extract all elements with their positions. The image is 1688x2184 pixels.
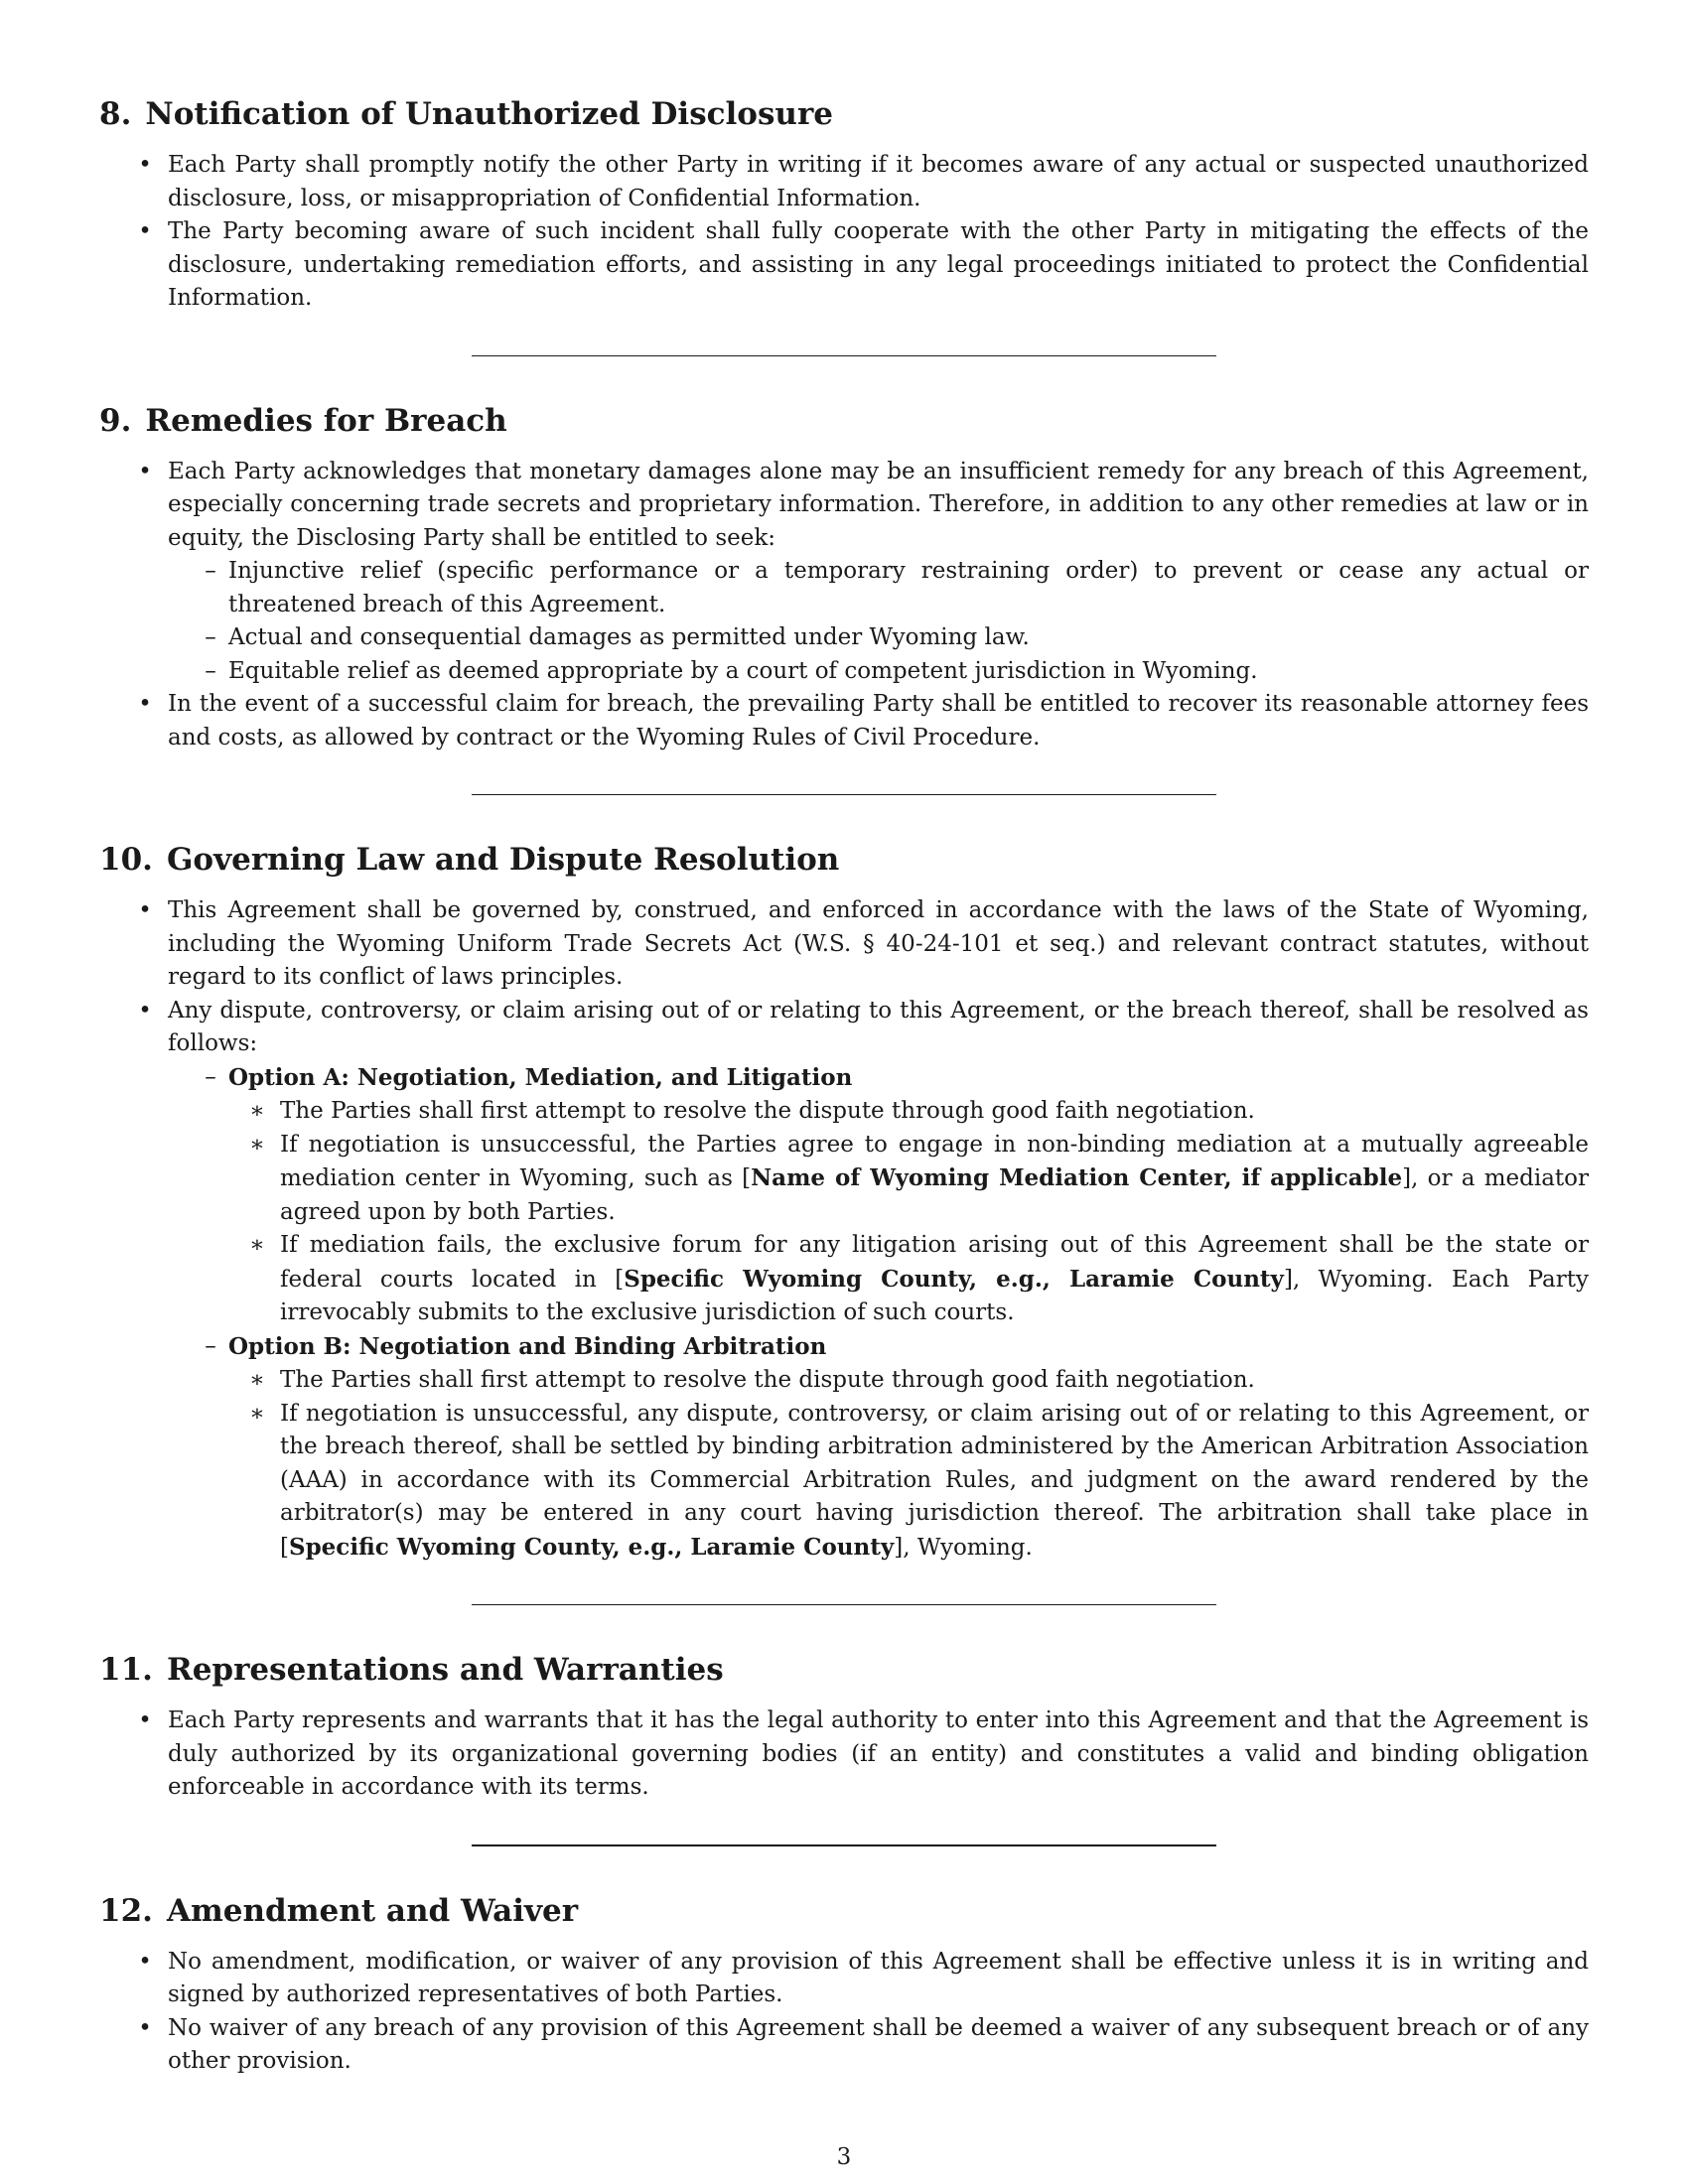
option-a <box>168 1061 1589 1330</box>
list-item <box>99 995 1589 1566</box>
bullet-marker: • <box>138 1948 152 1975</box>
option-item-text-pre: If negotiation is unsuccessful, the Parties agree to engage in non-binding mediation at a mutually agreeable mediation center in Wyoming, such as [ <box>280 1131 1589 1191</box>
option-item <box>228 1398 1589 1566</box>
option-a-items <box>228 1095 1589 1330</box>
list-item-text: The Party becoming aware of such incident shall fully cooperate with the other Party in mitigating the effects of the disclosure, undertaking remediation efforts, and assisting in any legal proceedings initiated to protect the Confidential Information. <box>168 218 1589 311</box>
option-item <box>228 1095 1589 1129</box>
list-item <box>99 456 1589 689</box>
bullet-list <box>99 894 1589 1565</box>
section-heading <box>99 1891 1589 1931</box>
section-heading <box>99 840 1589 880</box>
option-item <box>228 1364 1589 1398</box>
star-marker: ∗ <box>249 1400 265 1427</box>
option-item <box>228 1229 1589 1330</box>
section-heading <box>99 1650 1589 1690</box>
bullet-marker: • <box>138 2014 152 2041</box>
bullet-marker: • <box>138 691 152 717</box>
star-marker: ∗ <box>249 1232 265 1258</box>
bullet-list <box>99 456 1589 755</box>
dash-marker: – <box>205 1063 216 1090</box>
list-item <box>99 688 1589 754</box>
list-item <box>99 149 1589 215</box>
bullet-marker: • <box>138 997 152 1024</box>
bullet-marker: • <box>138 152 152 178</box>
option-list <box>168 1061 1589 1566</box>
list-item <box>99 1946 1589 2012</box>
list-item-text: Each Party acknowledges that monetary damages alone may be an insufficient remedy for any breach of this Agreement, especially concerning trade secrets and proprietary information. Therefore, in addition to any other remedies at law or in equity, the Disclosing Party shall be entitled to seek: <box>168 458 1589 551</box>
option-item-text-post: ], Wyoming. Each Party irrevocably submits to the exclusive jurisdiction of such courts. <box>280 1266 1589 1325</box>
section-divider <box>472 794 1216 795</box>
bullet-marker: • <box>138 897 152 923</box>
bullet-marker: • <box>138 1707 152 1733</box>
list-item-text: In the event of a successful claim for breach, the prevailing Party shall be entitled to recover its reasonable attorney fees and costs, as allowed by contract or the Wyoming Rules of Civil Procedure. <box>168 691 1589 751</box>
list-item-text: Each Party shall promptly notify the other Party in writing if it becomes aware of any actual or suspected unauthorized disclosure, loss, or misappropriation of Confidential Information. <box>168 152 1589 211</box>
option-b <box>168 1330 1589 1566</box>
section-number: 9. <box>99 402 132 439</box>
section-12 <box>99 1891 1589 2079</box>
option-b-items <box>228 1364 1589 1565</box>
bullet-marker: • <box>138 218 152 244</box>
sub-list-item-text: Injunctive relief (specific performance or a temporary restraining order) to prevent or cease any actual or threatened breach of this Agreement. <box>228 558 1589 617</box>
sub-list-item <box>168 621 1589 655</box>
sub-list-item-text: Equitable relief as deemed appropriate by a court of competent jurisdiction in Wyoming. <box>228 657 1258 684</box>
option-item-text-pre: If mediation fails, the exclusive forum for any litigation arising out of this Agreement shall be the state or federal courts located in [ <box>280 1232 1589 1293</box>
placeholder-county: Specific Wyoming County, e.g., Laramie County <box>288 1533 895 1561</box>
section-divider <box>472 1844 1216 1846</box>
section-number: 11. <box>99 1652 153 1688</box>
bullet-list <box>99 149 1589 316</box>
section-number: 10. <box>99 842 153 878</box>
section-heading <box>99 401 1589 441</box>
list-item-text: No waiver of any breach of any provision of this Agreement shall be deemed a waiver of any subsequent breach or of any other provision. <box>168 2014 1589 2074</box>
page-number: 3 <box>836 2144 852 2170</box>
list-item <box>99 215 1589 316</box>
option-a-title: Option A: Negotiation, Mediation, and Litigation <box>228 1063 853 1091</box>
sub-list <box>168 555 1589 688</box>
option-item-text-pre: If negotiation is unsuccessful, any dispute, controversy, or claim arising out of or relating to this Agreement, or the breach thereof, shall be settled by binding arbitration administered by the American Arbitration Association (AAA) in accordance with its Commercial Arbitration Rules, and judgment on the award rendered by the arbitrator(s) may be entered in any court having jurisdiction thereof. The arbitration shall take place in [ <box>280 1400 1589 1561</box>
star-marker: ∗ <box>249 1098 265 1124</box>
placeholder-county: Specific Wyoming County, e.g., Laramie County <box>624 1265 1284 1293</box>
placeholder-mediation-center: Name of Wyoming Mediation Center, if applicable <box>751 1164 1403 1191</box>
section-number: 12. <box>99 1892 153 1929</box>
bullet-marker: • <box>138 458 152 484</box>
star-marker: ∗ <box>249 1367 265 1393</box>
bullet-list <box>99 1946 1589 2079</box>
bullet-list <box>99 1705 1589 1805</box>
option-b-title: Option B: Negotiation and Binding Arbitration <box>228 1332 827 1360</box>
section-9 <box>99 401 1589 755</box>
list-item <box>99 894 1589 995</box>
section-title: Representations and Warranties <box>166 1652 724 1688</box>
list-item-text: Each Party represents and warrants that it has the legal authority to enter into this Agreement and that the Agreement is duly authorized by its organizational governing bodies (if an entity) and constitutes a valid and binding obligation enforceable in accordance with its terms. <box>168 1707 1589 1800</box>
sub-list-item-text: Actual and consequential damages as permitted under Wyoming law. <box>228 624 1030 650</box>
section-divider <box>472 1604 1216 1605</box>
list-item-text: No amendment, modification, or waiver of any provision of this Agreement shall be effective unless it is in writing and signed by authorized representatives of both Parties. <box>168 1948 1589 2007</box>
option-item-text-post: ], Wyoming. <box>894 1534 1033 1561</box>
dash-marker: – <box>205 1332 216 1359</box>
list-item-text: Any dispute, controversy, or claim arising out of or relating to this Agreement, or the breach thereof, shall be resolved as follows: <box>168 997 1589 1056</box>
option-item-text-post: ], or a mediator agreed upon by both Parties. <box>280 1165 1589 1225</box>
document-page <box>99 94 1589 2079</box>
option-item-text: The Parties shall first attempt to resolve the dispute through good faith negotiation. <box>280 1098 1255 1124</box>
section-title: Remedies for Breach <box>145 402 507 439</box>
dash-marker: – <box>205 657 216 684</box>
option-item <box>228 1129 1589 1230</box>
dash-marker: – <box>205 558 216 584</box>
section-8 <box>99 94 1589 316</box>
list-item <box>99 2012 1589 2079</box>
section-divider <box>472 355 1216 356</box>
section-number: 8. <box>99 96 132 132</box>
section-heading <box>99 94 1589 134</box>
option-item-text: The Parties shall first attempt to resolve the dispute through good faith negotiation. <box>280 1367 1255 1393</box>
section-title: Notification of Unauthorized Disclosure <box>145 96 834 132</box>
sub-list-item <box>168 555 1589 621</box>
section-11 <box>99 1650 1589 1805</box>
star-marker: ∗ <box>249 1131 265 1158</box>
list-item-text: This Agreement shall be governed by, construed, and enforced in accordance with the laws of the State of Wyoming, including the Wyoming Uniform Trade Secrets Act (W.S. § 40-24-101 et seq.) and relevant contract statutes, without regard to its conflict of laws principles. <box>168 897 1589 990</box>
section-title: Amendment and Waiver <box>166 1892 579 1929</box>
section-10 <box>99 840 1589 1565</box>
section-title: Governing Law and Dispute Resolution <box>166 842 840 878</box>
dash-marker: – <box>205 624 216 650</box>
list-item <box>99 1705 1589 1805</box>
sub-list-item <box>168 655 1589 689</box>
